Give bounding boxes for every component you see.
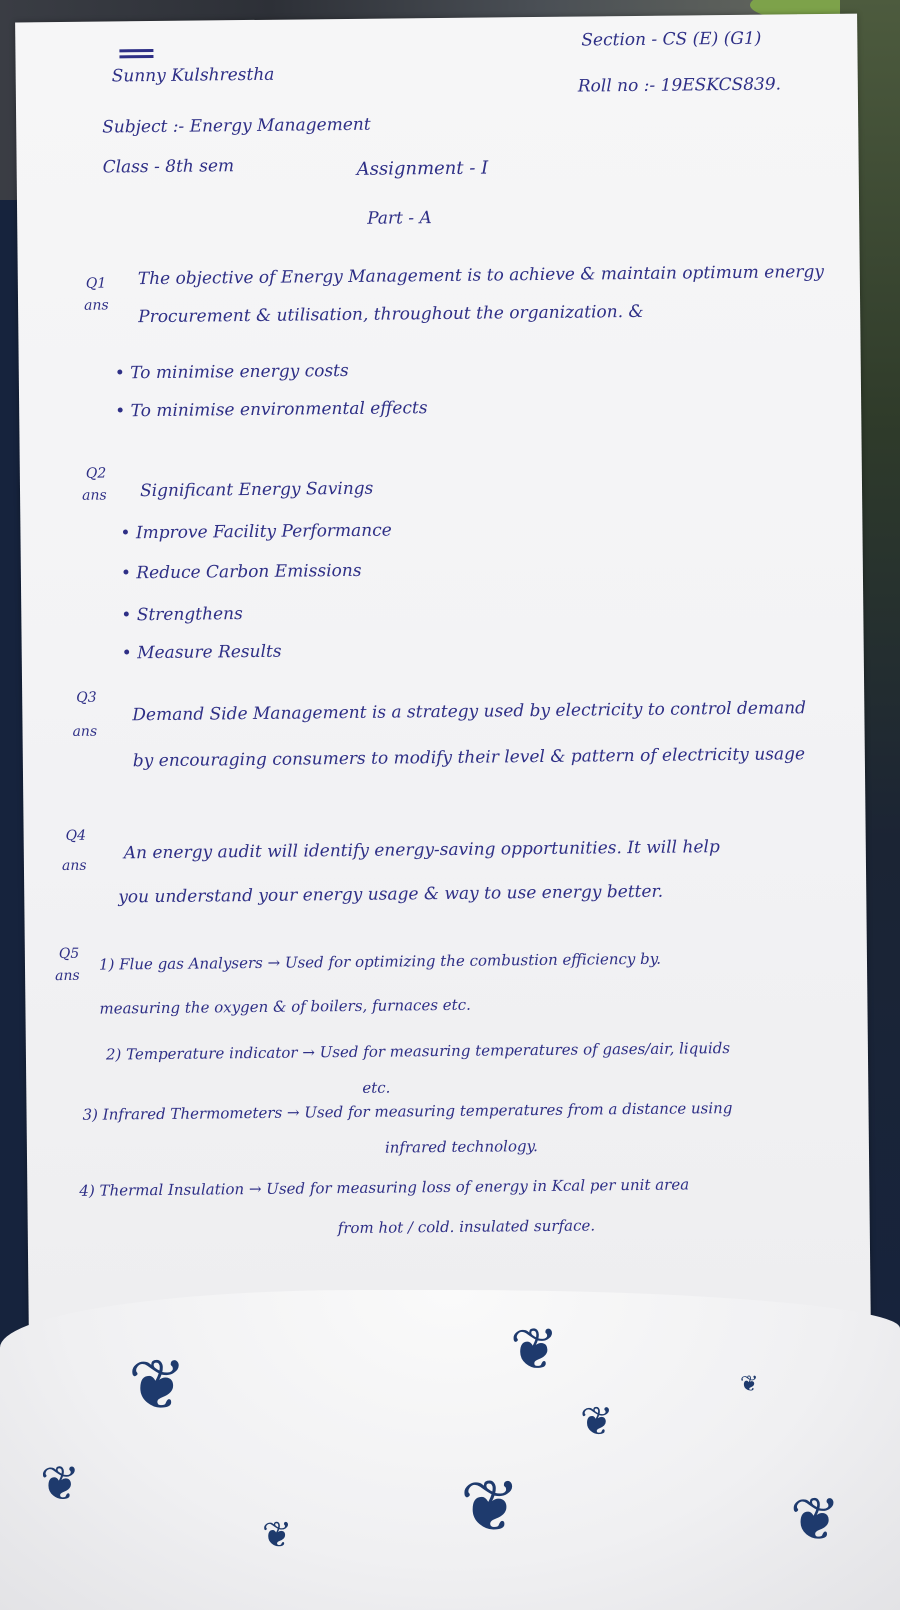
leaf-icon: ❦ <box>40 1456 81 1512</box>
q3-line-2: by encouraging consumers to modify their level & pattern of electricity usage <box>132 744 806 772</box>
q1-ans-label: ans <box>83 297 109 314</box>
q4-label: Q4 <box>65 827 87 844</box>
leaf-icon: ❦ <box>510 1315 559 1383</box>
q1-bullet-1: • To minimise energy costs <box>114 360 349 384</box>
q5-item-4-cont: from hot / cold. insulated surface. <box>337 1216 596 1238</box>
double-dash-mark <box>119 49 153 52</box>
q2-bullet-1: • Improve Facility Performance <box>120 520 392 544</box>
assignment-title: Assignment - I <box>356 157 489 180</box>
q3-ans-label: ans <box>72 723 98 740</box>
q2-bullet-4: • Measure Results <box>121 641 282 664</box>
section-text: Section - CS (E) (G1) <box>581 28 762 51</box>
leaf-icon: ❦ <box>262 1515 293 1556</box>
part-title: Part - A <box>367 208 432 229</box>
q3-line-1: Demand Side Management is a strategy used by electricity to control demand <box>132 698 807 726</box>
q2-bullet-3: • Strengthens <box>121 604 243 626</box>
roll-no-text: Roll no :- 19ESKCS839. <box>577 74 782 97</box>
q5-item-2-cont: etc. <box>362 1078 391 1097</box>
q2-line-1: Significant Energy Savings <box>139 478 374 502</box>
q2-bullet-3-text: Strengthens <box>136 604 243 626</box>
q4-ans-label: ans <box>61 857 87 875</box>
student-name: Sunny Kulshrestha <box>111 64 275 87</box>
q1-bullet-2-text: To minimise environmental effects <box>130 398 428 422</box>
leaf-icon: ❦ <box>790 1485 841 1555</box>
class-text: Class - 8th sem <box>102 156 235 178</box>
q5-item-3-cont: infrared technology. <box>384 1137 538 1157</box>
q5-item-1-cont: measuring the oxygen & of boilers, furnaces etc. <box>99 995 471 1018</box>
q1-bullet-2: • To minimise environmental effects <box>115 398 428 422</box>
q5-item-3: 3) Infrared Thermometers → Used for measuring temperatures from a distance using <box>82 1098 733 1124</box>
q2-label: Q2 <box>85 465 107 482</box>
assignment-sheet <box>15 14 871 1343</box>
q5-label: Q5 <box>58 945 80 963</box>
q1-line-1: The objective of Energy Management is to achieve & maintain optimum energy <box>137 261 825 290</box>
q3-label: Q3 <box>76 689 97 706</box>
subject-text: Subject :- Energy Management <box>102 114 371 138</box>
q1-label: Q1 <box>85 275 107 292</box>
q2-bullet-1-text: Improve Facility Performance <box>135 520 392 544</box>
q1-bullet-1-text: To minimise energy costs <box>130 360 349 384</box>
leaf-icon: ❦ <box>580 1399 614 1445</box>
q5-ans-label: ans <box>55 967 80 985</box>
q4-line-1: An energy audit will identify energy-saving opportunities. It will help <box>123 837 720 864</box>
q2-bullet-2-text: Reduce Carbon Emissions <box>136 560 362 584</box>
q5-item-4: 4) Thermal Insulation → Used for measuring loss of energy in Kcal per unit area <box>79 1175 690 1200</box>
q2-bullet-4-text: Measure Results <box>137 641 282 664</box>
q5-item-2: 2) Temperature indicator → Used for measuring temperatures of gases/air, liquids <box>105 1039 731 1064</box>
q4-line-2: you understand your energy usage & way to use energy better. <box>118 881 664 908</box>
q1-line-2: Procurement & utilisation, throughout the organization. & <box>138 301 644 328</box>
q2-ans-label: ans <box>81 487 107 504</box>
leaf-icon: ❦ <box>460 1464 521 1548</box>
q2-bullet-2: • Reduce Carbon Emissions <box>120 560 362 584</box>
leaf-icon: ❦ <box>740 1372 759 1397</box>
q5-item-1: 1) Flue gas Analysers → Used for optimizing the combustion efficiency by. <box>98 949 662 974</box>
leaf-icon: ❦ <box>128 1344 187 1426</box>
patterned-cloth <box>0 1290 900 1610</box>
